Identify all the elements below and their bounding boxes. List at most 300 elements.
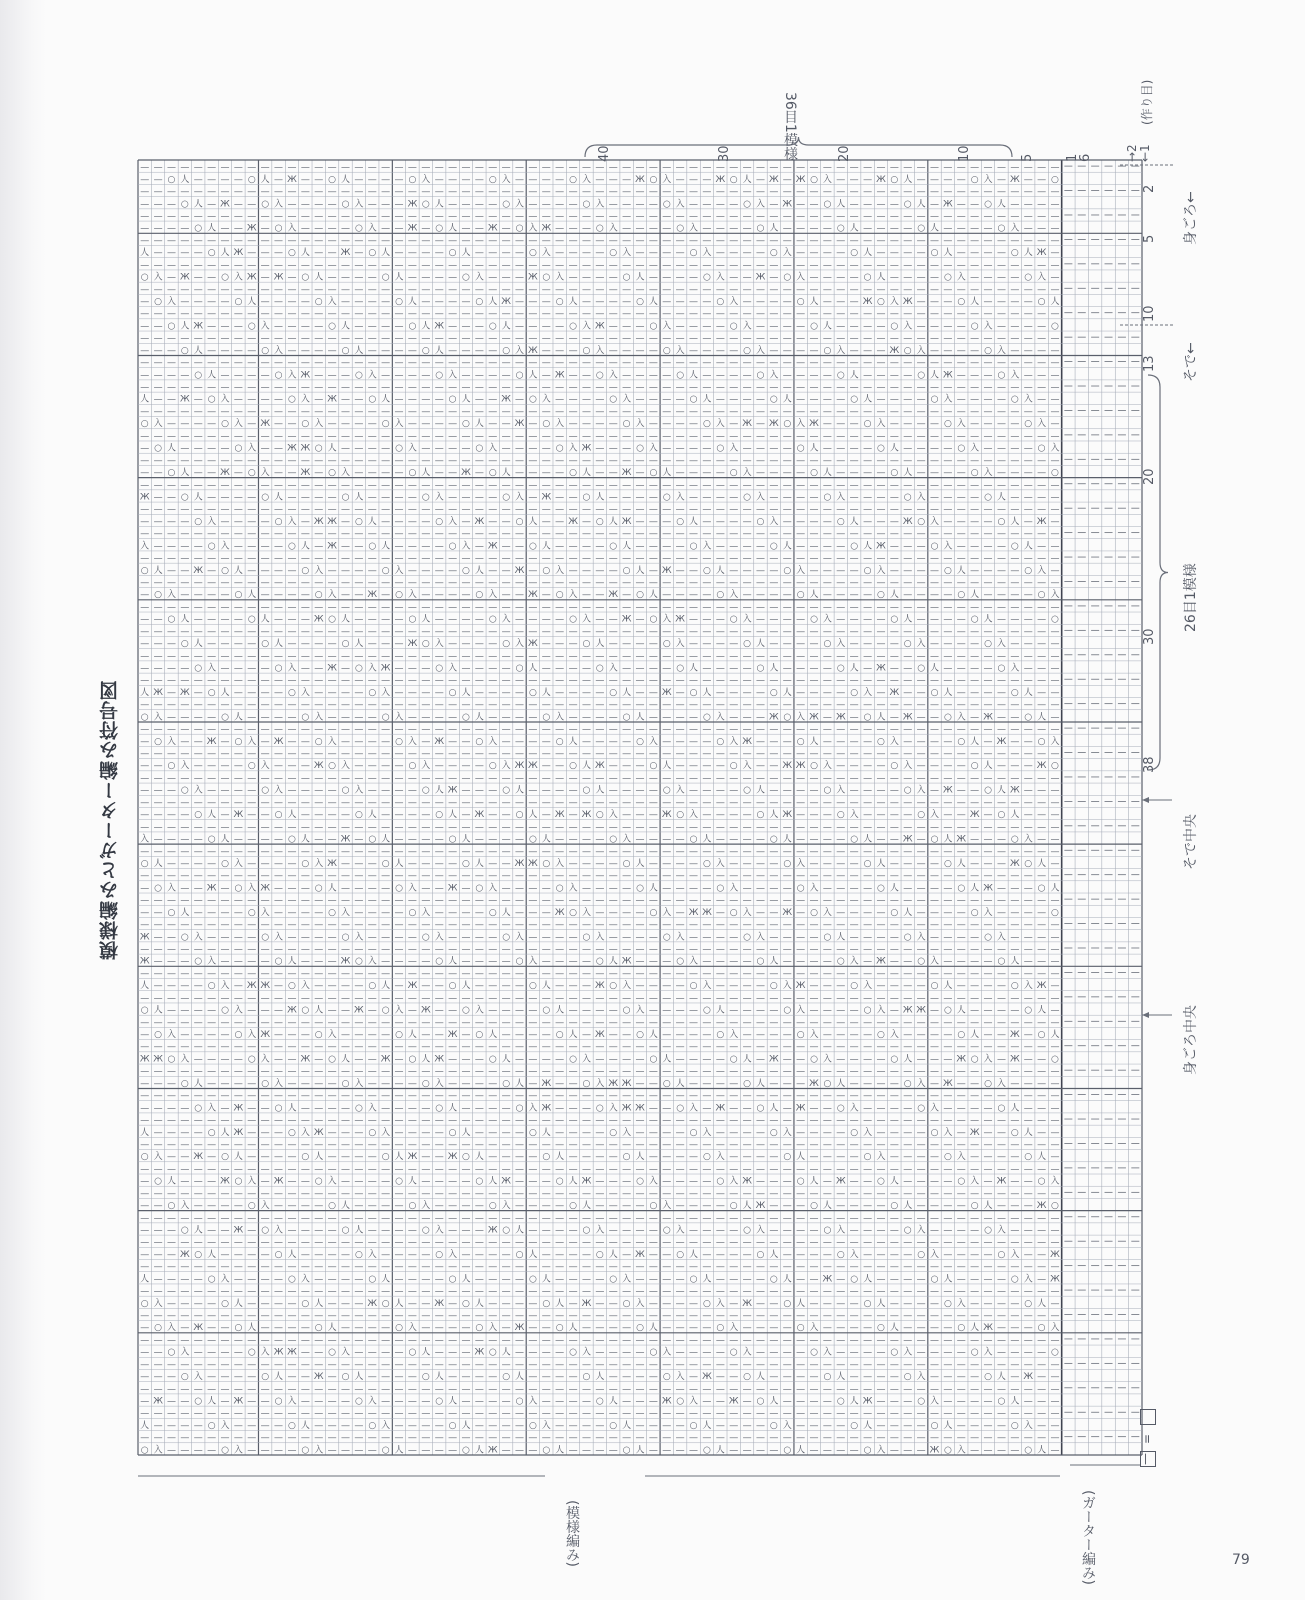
chart-symbol: — — [314, 260, 323, 270]
chart-symbol: — — [140, 236, 149, 246]
chart-symbol: — — [207, 236, 216, 246]
chart-symbol: — — [716, 847, 725, 857]
chart-symbol: — — [796, 334, 805, 344]
chart-symbol: — — [555, 199, 564, 209]
chart-symbol: — — [1010, 529, 1019, 539]
chart-symbol: — — [261, 334, 270, 344]
chart-symbol: — — [569, 273, 578, 283]
chart-symbol: 入 — [729, 588, 738, 600]
chart-symbol: — — [180, 896, 189, 906]
chart-symbol: — — [609, 199, 618, 209]
chart-symbol: 入 — [395, 417, 404, 429]
chart-symbol: — — [435, 700, 444, 710]
chart-symbol: — — [234, 871, 243, 881]
chart-symbol: — — [917, 676, 926, 686]
chart-symbol: — — [154, 651, 163, 661]
chart-symbol: — — [461, 615, 470, 625]
chart-symbol: — — [890, 554, 899, 564]
chart-symbol: ○ — [248, 468, 256, 478]
chart-symbol: — — [823, 285, 832, 295]
chart-symbol: 人 — [635, 564, 644, 576]
chart-symbol: — — [836, 602, 845, 612]
chart-symbol: — — [783, 431, 792, 441]
chart-symbol: 入 — [314, 564, 323, 576]
chart-symbol: — — [582, 285, 591, 295]
chart-symbol: 人 — [876, 857, 885, 869]
chart-symbol: 入 — [595, 344, 604, 356]
chart-symbol: — — [716, 529, 725, 539]
chart-symbol: — — [221, 786, 230, 796]
chart-symbol: 入 — [769, 515, 778, 527]
chart-symbol: — — [930, 505, 939, 515]
chart-symbol: — — [984, 835, 993, 845]
chart-symbol: Ж — [475, 810, 485, 820]
chart-symbol: — — [1010, 407, 1019, 417]
chart-symbol: — — [984, 480, 993, 490]
chart-symbol: — — [421, 285, 430, 295]
chart-symbol: — — [502, 822, 511, 832]
chart-symbol: — — [1037, 615, 1046, 625]
chart-symbol: — — [836, 578, 845, 588]
chart-symbol: — — [395, 969, 404, 979]
chart-symbol: — — [716, 969, 725, 979]
chart-symbol: — — [595, 566, 604, 576]
chart-symbol: — — [984, 505, 993, 515]
chart-symbol: — — [354, 431, 363, 441]
chart-symbol: — — [984, 358, 993, 368]
chart-symbol: — — [1024, 932, 1033, 942]
chart-symbol: — — [943, 932, 952, 942]
chart-symbol: 人 — [180, 613, 189, 625]
chart-symbol: — — [689, 383, 698, 393]
chart-symbol: — — [194, 334, 203, 344]
chart-symbol: — — [341, 749, 350, 759]
chart-symbol: — — [729, 725, 738, 735]
chart-symbol: — — [180, 737, 189, 747]
chart-symbol: — — [287, 627, 296, 637]
chart-symbol: — — [970, 346, 979, 356]
chart-symbol: — — [636, 944, 645, 954]
chart-symbol: — — [957, 786, 966, 796]
chart-symbol: — — [140, 370, 149, 380]
chart-symbol: — — [1037, 664, 1046, 674]
chart-symbol: — — [488, 554, 497, 564]
chart-symbol: — — [1010, 822, 1019, 832]
chart-symbol: — — [301, 749, 310, 759]
chart-symbol: 入 — [917, 637, 926, 649]
chart-symbol: — — [435, 358, 444, 368]
chart-symbol: — — [435, 847, 444, 857]
chart-symbol: — — [743, 456, 752, 466]
chart-symbol: 入 — [448, 368, 457, 380]
chart-symbol: — — [421, 798, 430, 808]
chart-symbol: ○ — [234, 737, 242, 747]
chart-symbol: — — [555, 639, 564, 649]
chart-symbol: — — [823, 920, 832, 930]
chart-symbol: — — [408, 578, 417, 588]
chart-symbol: — — [328, 370, 337, 380]
chart-symbol: 人 — [435, 344, 444, 356]
chart-symbol: — — [395, 407, 404, 417]
chart-symbol: — — [769, 480, 778, 490]
chart-symbol: — — [595, 273, 604, 283]
chart-symbol: — — [716, 211, 725, 221]
chart-symbol: — — [582, 224, 591, 234]
chart-symbol: — — [729, 798, 738, 808]
chart-symbol: — — [194, 896, 203, 906]
chart-symbol: — — [756, 859, 765, 869]
chart-symbol: — — [783, 639, 792, 649]
chart-symbol: — — [595, 468, 604, 478]
chart-symbol: — — [702, 896, 711, 906]
chart-symbol: — — [1050, 346, 1059, 356]
chart-symbol: — — [1050, 309, 1059, 319]
chart-symbol: — — [448, 505, 457, 515]
chart-symbol: ○ — [181, 346, 189, 356]
chart-symbol: — — [769, 822, 778, 832]
chart-symbol: — — [368, 456, 377, 466]
chart-symbol: — — [221, 737, 230, 747]
chart-symbol: — — [515, 847, 524, 857]
chart-symbol: — — [836, 236, 845, 246]
chart-symbol: — — [221, 957, 230, 967]
chart-symbol: — — [167, 163, 176, 173]
chart-symbol: — — [743, 749, 752, 759]
chart-symbol: Ж — [622, 517, 632, 527]
chart-symbol: — — [997, 383, 1006, 393]
chart-symbol: — — [743, 688, 752, 698]
chart-symbol: ○ — [797, 590, 805, 600]
chart-symbol: — — [301, 211, 310, 221]
chart-symbol: 入 — [796, 710, 805, 722]
chart-symbol: — — [836, 285, 845, 295]
chart-symbol: — — [595, 712, 604, 722]
chart-symbol: Ж — [903, 835, 913, 845]
chart-symbol: 入 — [408, 588, 417, 600]
chart-symbol: — — [984, 737, 993, 747]
chart-symbol: ○ — [837, 517, 845, 527]
chart-symbol: — — [595, 688, 604, 698]
chart-symbol: — — [234, 944, 243, 954]
chart-symbol: — — [930, 737, 939, 747]
chart-symbol: — — [301, 431, 310, 441]
chart-symbol: — — [408, 627, 417, 637]
chart-symbol: — — [622, 309, 631, 319]
chart-symbol: ○ — [797, 737, 805, 747]
chart-symbol: — — [421, 407, 430, 417]
chart-symbol: — — [1050, 822, 1059, 832]
chart-symbol: — — [461, 199, 470, 209]
chart-symbol: Ж — [555, 908, 565, 918]
chart-symbol: ○ — [355, 810, 363, 820]
chart-symbol: Ж — [247, 224, 257, 234]
chart-symbol: — — [154, 554, 163, 564]
chart-symbol: ○ — [770, 835, 778, 845]
chart-symbol: — — [421, 163, 430, 173]
chart-symbol: 入 — [876, 417, 885, 429]
chart-symbol: — — [796, 810, 805, 820]
chart-symbol: — — [555, 309, 564, 319]
chart-symbol: — — [287, 651, 296, 661]
chart-symbol: 入 — [930, 515, 939, 527]
chart-symbol: ○ — [783, 566, 791, 576]
chart-symbol: — — [943, 554, 952, 564]
chart-symbol: — — [247, 358, 256, 368]
chart-symbol: — — [488, 627, 497, 637]
chart-symbol: — — [180, 211, 189, 221]
chart-symbol: — — [515, 383, 524, 393]
chart-symbol: — — [328, 602, 337, 612]
chart-symbol: — — [314, 602, 323, 612]
chart-symbol: 人 — [354, 490, 363, 502]
chart-symbol: — — [247, 639, 256, 649]
chart-symbol: — — [421, 566, 430, 576]
chart-symbol: 入 — [622, 393, 631, 405]
chart-symbol: — — [421, 529, 430, 539]
chart-symbol: — — [595, 651, 604, 661]
chart-symbol: — — [542, 786, 551, 796]
chart-symbol: — — [502, 431, 511, 441]
chart-symbol: — — [917, 260, 926, 270]
chart-symbol: — — [368, 773, 377, 783]
chart-symbol: — — [1024, 773, 1033, 783]
chart-symbol: — — [381, 517, 390, 527]
chart-symbol: — — [649, 944, 658, 954]
chart-symbol: — — [408, 712, 417, 722]
chart-symbol: — — [769, 761, 778, 771]
chart-symbol: — — [930, 187, 939, 197]
chart-symbol: — — [676, 798, 685, 808]
chart-symbol: — — [1024, 517, 1033, 527]
chart-symbol: — — [247, 896, 256, 906]
chart-symbol: — — [234, 969, 243, 979]
chart-symbol: — — [435, 883, 444, 893]
chart-symbol: — — [314, 969, 323, 979]
chart-symbol: 人 — [435, 197, 444, 209]
chart-symbol: — — [221, 590, 230, 600]
chart-symbol: — — [649, 285, 658, 295]
chart-symbol: 入 — [1010, 368, 1019, 380]
chart-symbol: — — [194, 883, 203, 893]
chart-symbol: ○ — [221, 419, 229, 429]
chart-symbol: — — [1010, 761, 1019, 771]
chart-symbol: — — [636, 383, 645, 393]
chart-symbol: — — [662, 407, 671, 417]
chart-symbol: — — [876, 480, 885, 490]
chart-symbol: ○ — [743, 346, 751, 356]
chart-symbol: — — [461, 224, 470, 234]
chart-symbol: 入 — [207, 662, 216, 674]
chart-symbol: — — [702, 749, 711, 759]
chart-symbol: — — [448, 578, 457, 588]
chart-symbol: ○ — [221, 273, 229, 283]
chart-symbol: — — [689, 334, 698, 344]
chart-symbol: ○ — [971, 321, 979, 331]
chart-symbol: — — [328, 407, 337, 417]
chart-symbol: — — [702, 883, 711, 893]
chart-symbol: ○ — [408, 761, 416, 771]
chart-symbol: — — [1050, 248, 1059, 258]
chart-symbol: — — [287, 346, 296, 356]
chart-symbol: — — [274, 505, 283, 515]
chart-symbol: 人 — [930, 222, 939, 234]
chart-symbol: 入 — [1024, 833, 1033, 845]
chart-symbol: — — [154, 456, 163, 466]
chart-symbol: — — [662, 896, 671, 906]
chart-symbol: — — [636, 187, 645, 197]
chart-symbol: — — [194, 712, 203, 722]
chart-symbol: — — [636, 822, 645, 832]
chart-symbol: — — [140, 199, 149, 209]
chart-symbol: — — [341, 602, 350, 612]
chart-symbol: ○ — [435, 957, 443, 967]
chart-symbol: — — [917, 321, 926, 331]
chart-symbol: — — [1010, 847, 1019, 857]
chart-symbol: — — [341, 822, 350, 832]
chart-symbol: — — [395, 175, 404, 185]
chart-symbol: — — [997, 456, 1006, 466]
chart-symbol: — — [154, 761, 163, 771]
chart-symbol: — — [636, 798, 645, 808]
chart-symbol: — — [876, 236, 885, 246]
chart-symbol: — — [662, 273, 671, 283]
chart-symbol: — — [528, 199, 537, 209]
chart-symbol: — — [890, 395, 899, 405]
chart-symbol: — — [247, 187, 256, 197]
chart-symbol: — — [167, 199, 176, 209]
chart-symbol: — — [957, 456, 966, 466]
chart-symbol: — — [528, 444, 537, 454]
chart-symbol: — — [247, 334, 256, 344]
chart-symbol: — — [408, 334, 417, 344]
chart-symbol: 入 — [368, 662, 377, 674]
chart-symbol: — — [796, 786, 805, 796]
chart-symbol: — — [595, 590, 604, 600]
chart-symbol: — — [702, 407, 711, 417]
chart-symbol: — — [528, 615, 537, 625]
chart-symbol: — — [274, 871, 283, 881]
chart-symbol: — — [154, 664, 163, 674]
chart-symbol: — — [154, 798, 163, 808]
chart-symbol: — — [917, 468, 926, 478]
chart-symbol: — — [676, 321, 685, 331]
chart-symbol: — — [836, 627, 845, 637]
chart-symbol: — — [207, 749, 216, 759]
chart-symbol: — — [810, 786, 819, 796]
chart-symbol: — — [234, 627, 243, 637]
chart-symbol: ○ — [529, 541, 537, 551]
chart-symbol: — — [555, 700, 564, 710]
chart-symbol: — — [662, 749, 671, 759]
chart-symbol: — — [890, 419, 899, 429]
chart-symbol: 入 — [756, 490, 765, 502]
chart-symbol: — — [247, 664, 256, 674]
chart-symbol: — — [528, 297, 537, 307]
chart-symbol: ○ — [556, 737, 564, 747]
chart-symbol: — — [997, 468, 1006, 478]
chart-symbol: — — [207, 346, 216, 356]
chart-symbol: — — [836, 480, 845, 490]
chart-symbol: — — [381, 847, 390, 857]
chart-symbol: 入 — [1050, 735, 1059, 747]
chart-symbol: — — [555, 456, 564, 466]
chart-symbol: — — [850, 798, 859, 808]
chart-symbol: — — [1050, 786, 1059, 796]
chart-symbol: — — [314, 944, 323, 954]
chart-symbol: — — [421, 480, 430, 490]
chart-symbol: — — [997, 590, 1006, 600]
chart-symbol: — — [729, 383, 738, 393]
chart-symbol: — — [823, 297, 832, 307]
chart-symbol: — — [287, 737, 296, 747]
chart-symbol: ○ — [154, 590, 162, 600]
chart-symbol: Ж — [983, 883, 993, 893]
chart-symbol: — — [301, 651, 310, 661]
chart-symbol: — — [769, 211, 778, 221]
chart-symbol: — — [542, 639, 551, 649]
chart-symbol: — — [488, 358, 497, 368]
chart-symbol: — — [783, 346, 792, 356]
chart-symbol: — — [448, 773, 457, 783]
chart-symbol: — — [876, 773, 885, 783]
chart-symbol: — — [850, 175, 859, 185]
chart-symbol: — — [984, 566, 993, 576]
chart-symbol: — — [729, 236, 738, 246]
chart-symbol: — — [810, 896, 819, 906]
chart-symbol: — — [702, 260, 711, 270]
chart-symbol: — — [1037, 639, 1046, 649]
chart-symbol: ○ — [971, 615, 979, 625]
chart-symbol: — — [287, 712, 296, 722]
chart-symbol: — — [167, 541, 176, 551]
chart-symbol: — — [582, 370, 591, 380]
chart-symbol: — — [649, 517, 658, 527]
chart-symbol: Ж — [742, 419, 752, 429]
chart-symbol: ○ — [542, 419, 550, 429]
chart-symbol: — — [461, 871, 470, 881]
chart-symbol: — — [756, 444, 765, 454]
chart-symbol: ○ — [261, 199, 269, 209]
chart-symbol: — — [890, 370, 899, 380]
chart-symbol: — — [221, 346, 230, 356]
chart-symbol: — — [689, 627, 698, 637]
chart-symbol: — — [769, 700, 778, 710]
chart-symbol: — — [957, 370, 966, 380]
chart-symbol: — — [207, 590, 216, 600]
chart-symbol: — — [542, 163, 551, 173]
chart-symbol: — — [555, 224, 564, 234]
chart-symbol: — — [957, 346, 966, 356]
chart-symbol: — — [716, 908, 725, 918]
chart-symbol: — — [221, 896, 230, 906]
chart-symbol: — — [769, 908, 778, 918]
chart-symbol: — — [515, 908, 524, 918]
chart-symbol: — — [274, 285, 283, 295]
chart-symbol: 入 — [461, 539, 470, 551]
chart-symbol: — — [649, 932, 658, 942]
chart-symbol: — — [448, 969, 457, 979]
chart-symbol: — — [261, 224, 270, 234]
chart-symbol: ○ — [583, 786, 591, 796]
chart-symbol: — — [1050, 260, 1059, 270]
chart-symbol: — — [234, 285, 243, 295]
chart-symbol: — — [247, 541, 256, 551]
chart-symbol: — — [555, 822, 564, 832]
chart-symbol: — — [823, 187, 832, 197]
chart-symbol: — — [823, 859, 832, 869]
chart-symbol: — — [314, 163, 323, 173]
chart-symbol: — — [395, 688, 404, 698]
